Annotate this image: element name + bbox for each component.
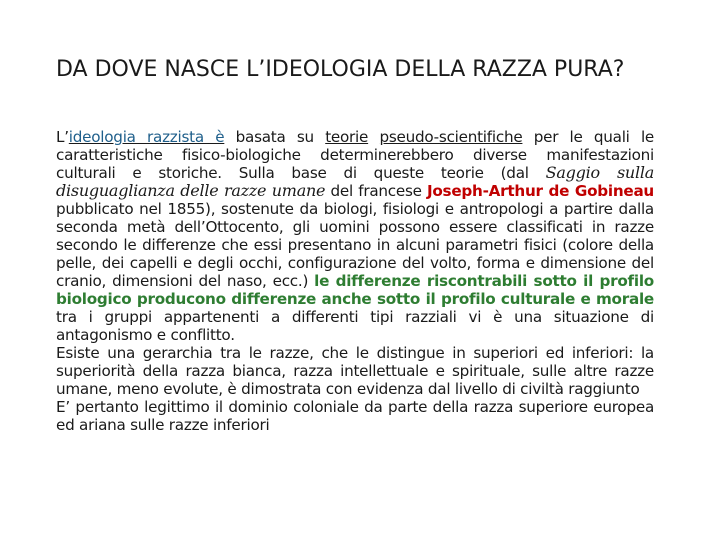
paragraph-colonial-dominion: E’ pertanto legittimo il dominio coloniale da parte della razza superiore europea ed ariana sulle razze inferiori (56, 398, 654, 434)
text-run (368, 128, 379, 146)
highlighted-statement: le differenze riscontrabili sotto il profilo biologico producono differenze anche sotto il profilo culturale e morale (56, 272, 654, 308)
slide-body (56, 128, 654, 434)
underlined-term-pseudo-scientific: pseudo-scientifiche (379, 128, 523, 146)
book-title: Saggio sulla disuguaglianza delle razze umane (56, 163, 655, 200)
slide-title: DA DOVE NASCE L’IDEOLOGIA DELLA RAZZA PURA? (56, 57, 625, 82)
text-run: tra i gruppi appartenenti a differenti tipi razziali vi è una situazione di antagonismo e conflitto. (56, 308, 654, 344)
text-run: L’ (56, 128, 69, 146)
text-run: del francese (325, 182, 427, 200)
underlined-term-theories: teorie (325, 128, 369, 146)
text-run: basata su (224, 128, 326, 146)
paragraph-ideology (56, 128, 654, 344)
paragraph-hierarchy: Esiste una gerarchia tra le razze, che le distingue in superiori ed inferiori: la superiorità della razza bianca, razza intellettuale e spirituale, sulle altre razze umane, meno evolute, è dimostrata con evidenza dal livello di civiltà raggiunto (56, 344, 654, 398)
text-run: pubblicato nel 1855), sostenute da biologi, fisiologi e antropologi a partire dalla seconda metà dell’Ottocento, gli uomini possono essere classificati in razze secondo le differenze che essi presentano in alcuni parametri fisici (colore della pelle, dei capelli e degli occhi, configurazione del volto, forma e dimensione del cranio, dimensioni del naso, ecc.) (56, 200, 654, 290)
author-name: Joseph-Arthur de Gobineau (426, 182, 654, 200)
text-run: per le quali le caratteristiche fisico-biologiche determinerebbero diverse manifestazioni culturali e storiche. Sulla base di queste teorie (dal (56, 128, 655, 182)
ideology-link[interactable]: ideologia razzista è (68, 128, 225, 146)
